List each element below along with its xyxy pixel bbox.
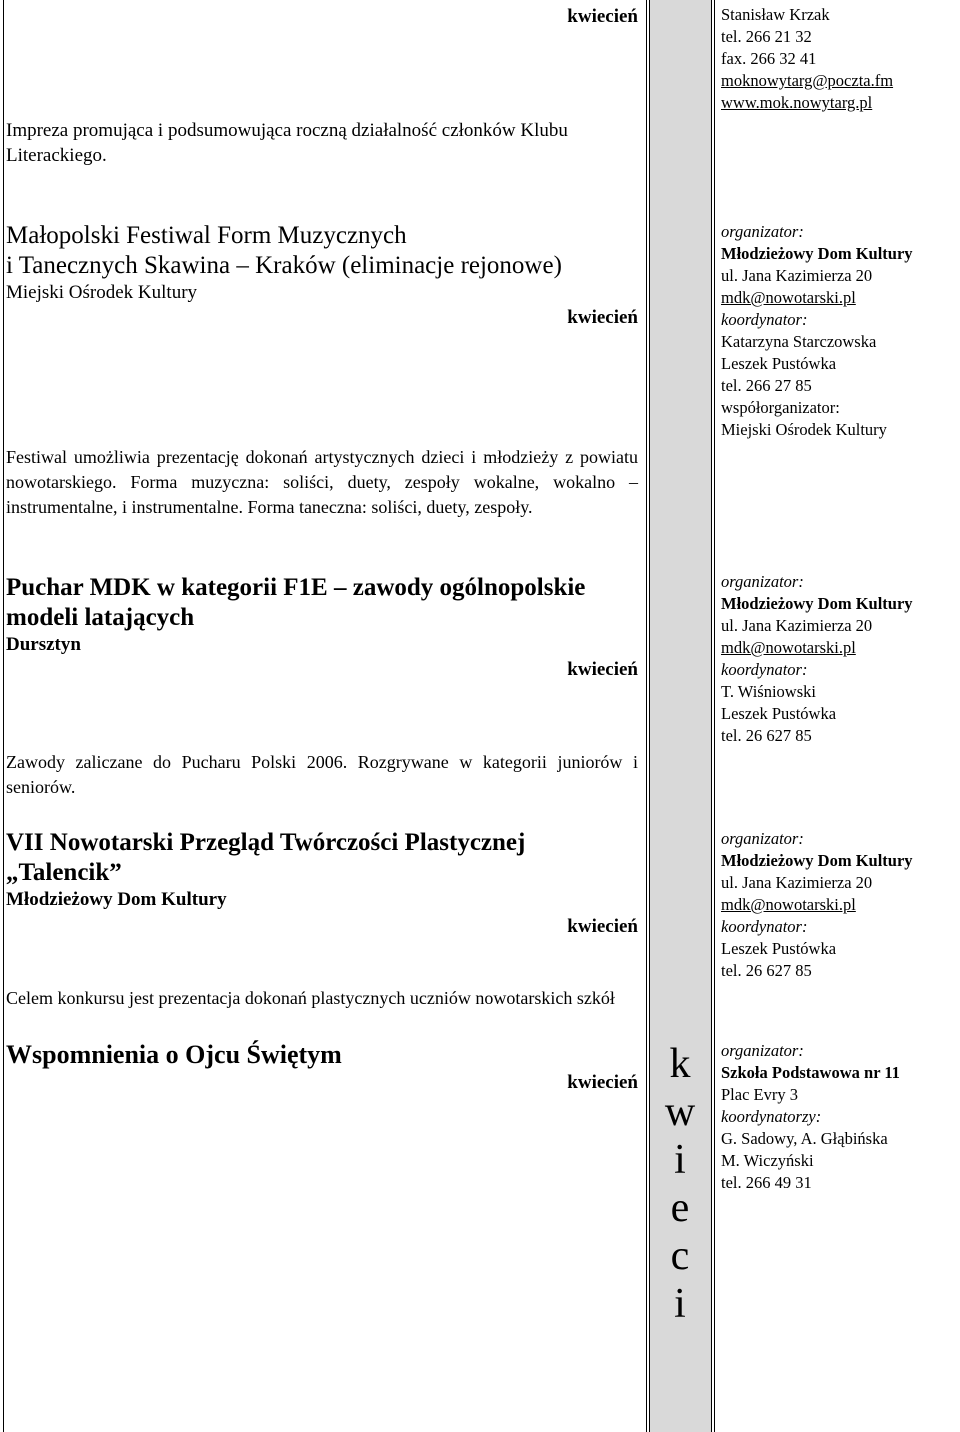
event-month: kwiecień — [567, 1072, 638, 1093]
month-letter: k — [669, 1041, 691, 1087]
coordinator-label: koordynator: — [721, 660, 808, 679]
table-divider — [714, 0, 715, 1432]
coordinator-name: M. Wiczyński — [721, 1151, 814, 1170]
table-divider — [646, 0, 647, 1432]
organizer-email-link[interactable]: mdk@nowotarski.pl — [721, 638, 856, 657]
vertical-month-label — [649, 1040, 711, 1328]
event-contact — [721, 571, 956, 747]
month-letter: i — [674, 1281, 686, 1327]
event-title: VII Nowotarski Przegląd Twórczości Plastycznej „Talencik” — [6, 829, 526, 886]
event-row — [6, 573, 638, 803]
contact-email-link[interactable]: moknowytarg@poczta.fm — [721, 71, 894, 90]
event-month: kwiecień — [567, 916, 638, 937]
event-title: Wspomnienia o Ojcu Świętym — [6, 1040, 342, 1069]
event-description: Celem konkursu jest prezentacja dokonań plastycznych uczniów nowotarskich szkół — [6, 988, 615, 1008]
coordinator-phone: tel. 266 27 85 — [721, 376, 812, 395]
event-description: Festiwal umożliwia prezentację dokonań artystycznych dzieci i młodzieży z powiatu nowotarskiego. Forma muzyczna: soliści, duety, zespoły wokalne, wokalno – instrumentalne, i instrumentalne. Forma taneczna: soliści, duety, zespoły. — [6, 447, 638, 517]
coordinator-phone: tel. 266 49 31 — [721, 1173, 812, 1192]
contact-name: Stanisław Krzak — [721, 5, 830, 24]
event-venue: Dursztyn — [6, 634, 81, 655]
coordinator-phone: tel. 26 627 85 — [721, 961, 812, 980]
organizer-address: ul. Jana Kazimierza 20 — [721, 873, 873, 892]
month-letter: w — [664, 1089, 696, 1135]
coordinator-name: Leszek Pustówka — [721, 939, 837, 958]
organizer-label: organizator: — [721, 1041, 804, 1060]
organizer-name: Szkoła Podstawowa nr 11 — [721, 1063, 900, 1082]
event-month: kwiecień — [567, 659, 638, 680]
table-divider — [711, 0, 712, 1432]
event-venue: Młodzieżowy Dom Kultury — [6, 889, 227, 910]
coordinator-label: koordynator: — [721, 917, 808, 936]
event-row — [6, 828, 638, 1038]
month-letter: c — [670, 1233, 690, 1279]
event-description: Zawody zaliczane do Pucharu Polski 2006. Rozgrywane w kategorii juniorów i seniorów. — [6, 752, 638, 797]
organizer-address: Plac Evry 3 — [721, 1085, 798, 1104]
coordinator-name: Leszek Pustówka — [721, 354, 837, 373]
organizer-label: organizator: — [721, 222, 804, 241]
event-row — [6, 6, 638, 166]
contact-website-link[interactable]: www.mok.nowytarg.pl — [721, 93, 873, 112]
coorganizer-label: współorganizator: — [721, 398, 840, 417]
organizer-label: organizator: — [721, 829, 804, 848]
event-month: kwiecień — [567, 307, 638, 328]
table-border-left — [3, 0, 4, 1432]
coordinator-phone: tel. 26 627 85 — [721, 726, 812, 745]
event-contact — [721, 828, 956, 982]
event-contact — [721, 4, 956, 114]
contact-fax: fax. 266 32 41 — [721, 49, 817, 68]
organizer-name: Młodzieżowy Dom Kultury — [721, 244, 913, 263]
coordinator-name: Katarzyna Starczowska — [721, 332, 877, 351]
organizer-label: organizator: — [721, 572, 804, 591]
coorganizer-name: Miejski Ośrodek Kultury — [721, 420, 887, 439]
event-title: Puchar MDK w kategorii F1E – zawody ogólnopolskie modeli latających — [6, 574, 586, 631]
coordinator-label: koordynatorzy: — [721, 1107, 822, 1126]
organizer-email-link[interactable]: mdk@nowotarski.pl — [721, 288, 856, 307]
coordinator-name: T. Wiśniowski — [721, 682, 816, 701]
event-month: kwiecień — [567, 6, 638, 27]
month-letter: i — [674, 1137, 686, 1183]
coordinator-name: G. Sadowy, A. Głąbińska — [721, 1129, 888, 1148]
organizer-address: ul. Jana Kazimierza 20 — [721, 616, 873, 635]
organizer-name: Młodzieżowy Dom Kultury — [721, 594, 913, 613]
event-title: Małopolski Festiwal Form Muzycznych i Tanecznych Skawina – Kraków (eliminacje rejonowe) — [6, 222, 562, 279]
organizer-address: ul. Jana Kazimierza 20 — [721, 266, 873, 285]
event-description: Impreza promująca i podsumowująca roczną działalność członków Klubu Literackiego. — [6, 120, 568, 166]
organizer-name: Młodzieżowy Dom Kultury — [721, 851, 913, 870]
event-row — [6, 1040, 638, 1110]
event-contact — [721, 1040, 956, 1194]
coordinator-label: koordynator: — [721, 310, 808, 329]
event-row — [6, 221, 638, 551]
organizer-email-link[interactable]: mdk@nowotarski.pl — [721, 895, 856, 914]
event-venue: Miejski Ośrodek Kultury — [6, 282, 198, 303]
contact-phone: tel. 266 21 32 — [721, 27, 812, 46]
month-letter: e — [670, 1185, 690, 1231]
coordinator-name: Leszek Pustówka — [721, 704, 837, 723]
event-contact — [721, 221, 956, 441]
